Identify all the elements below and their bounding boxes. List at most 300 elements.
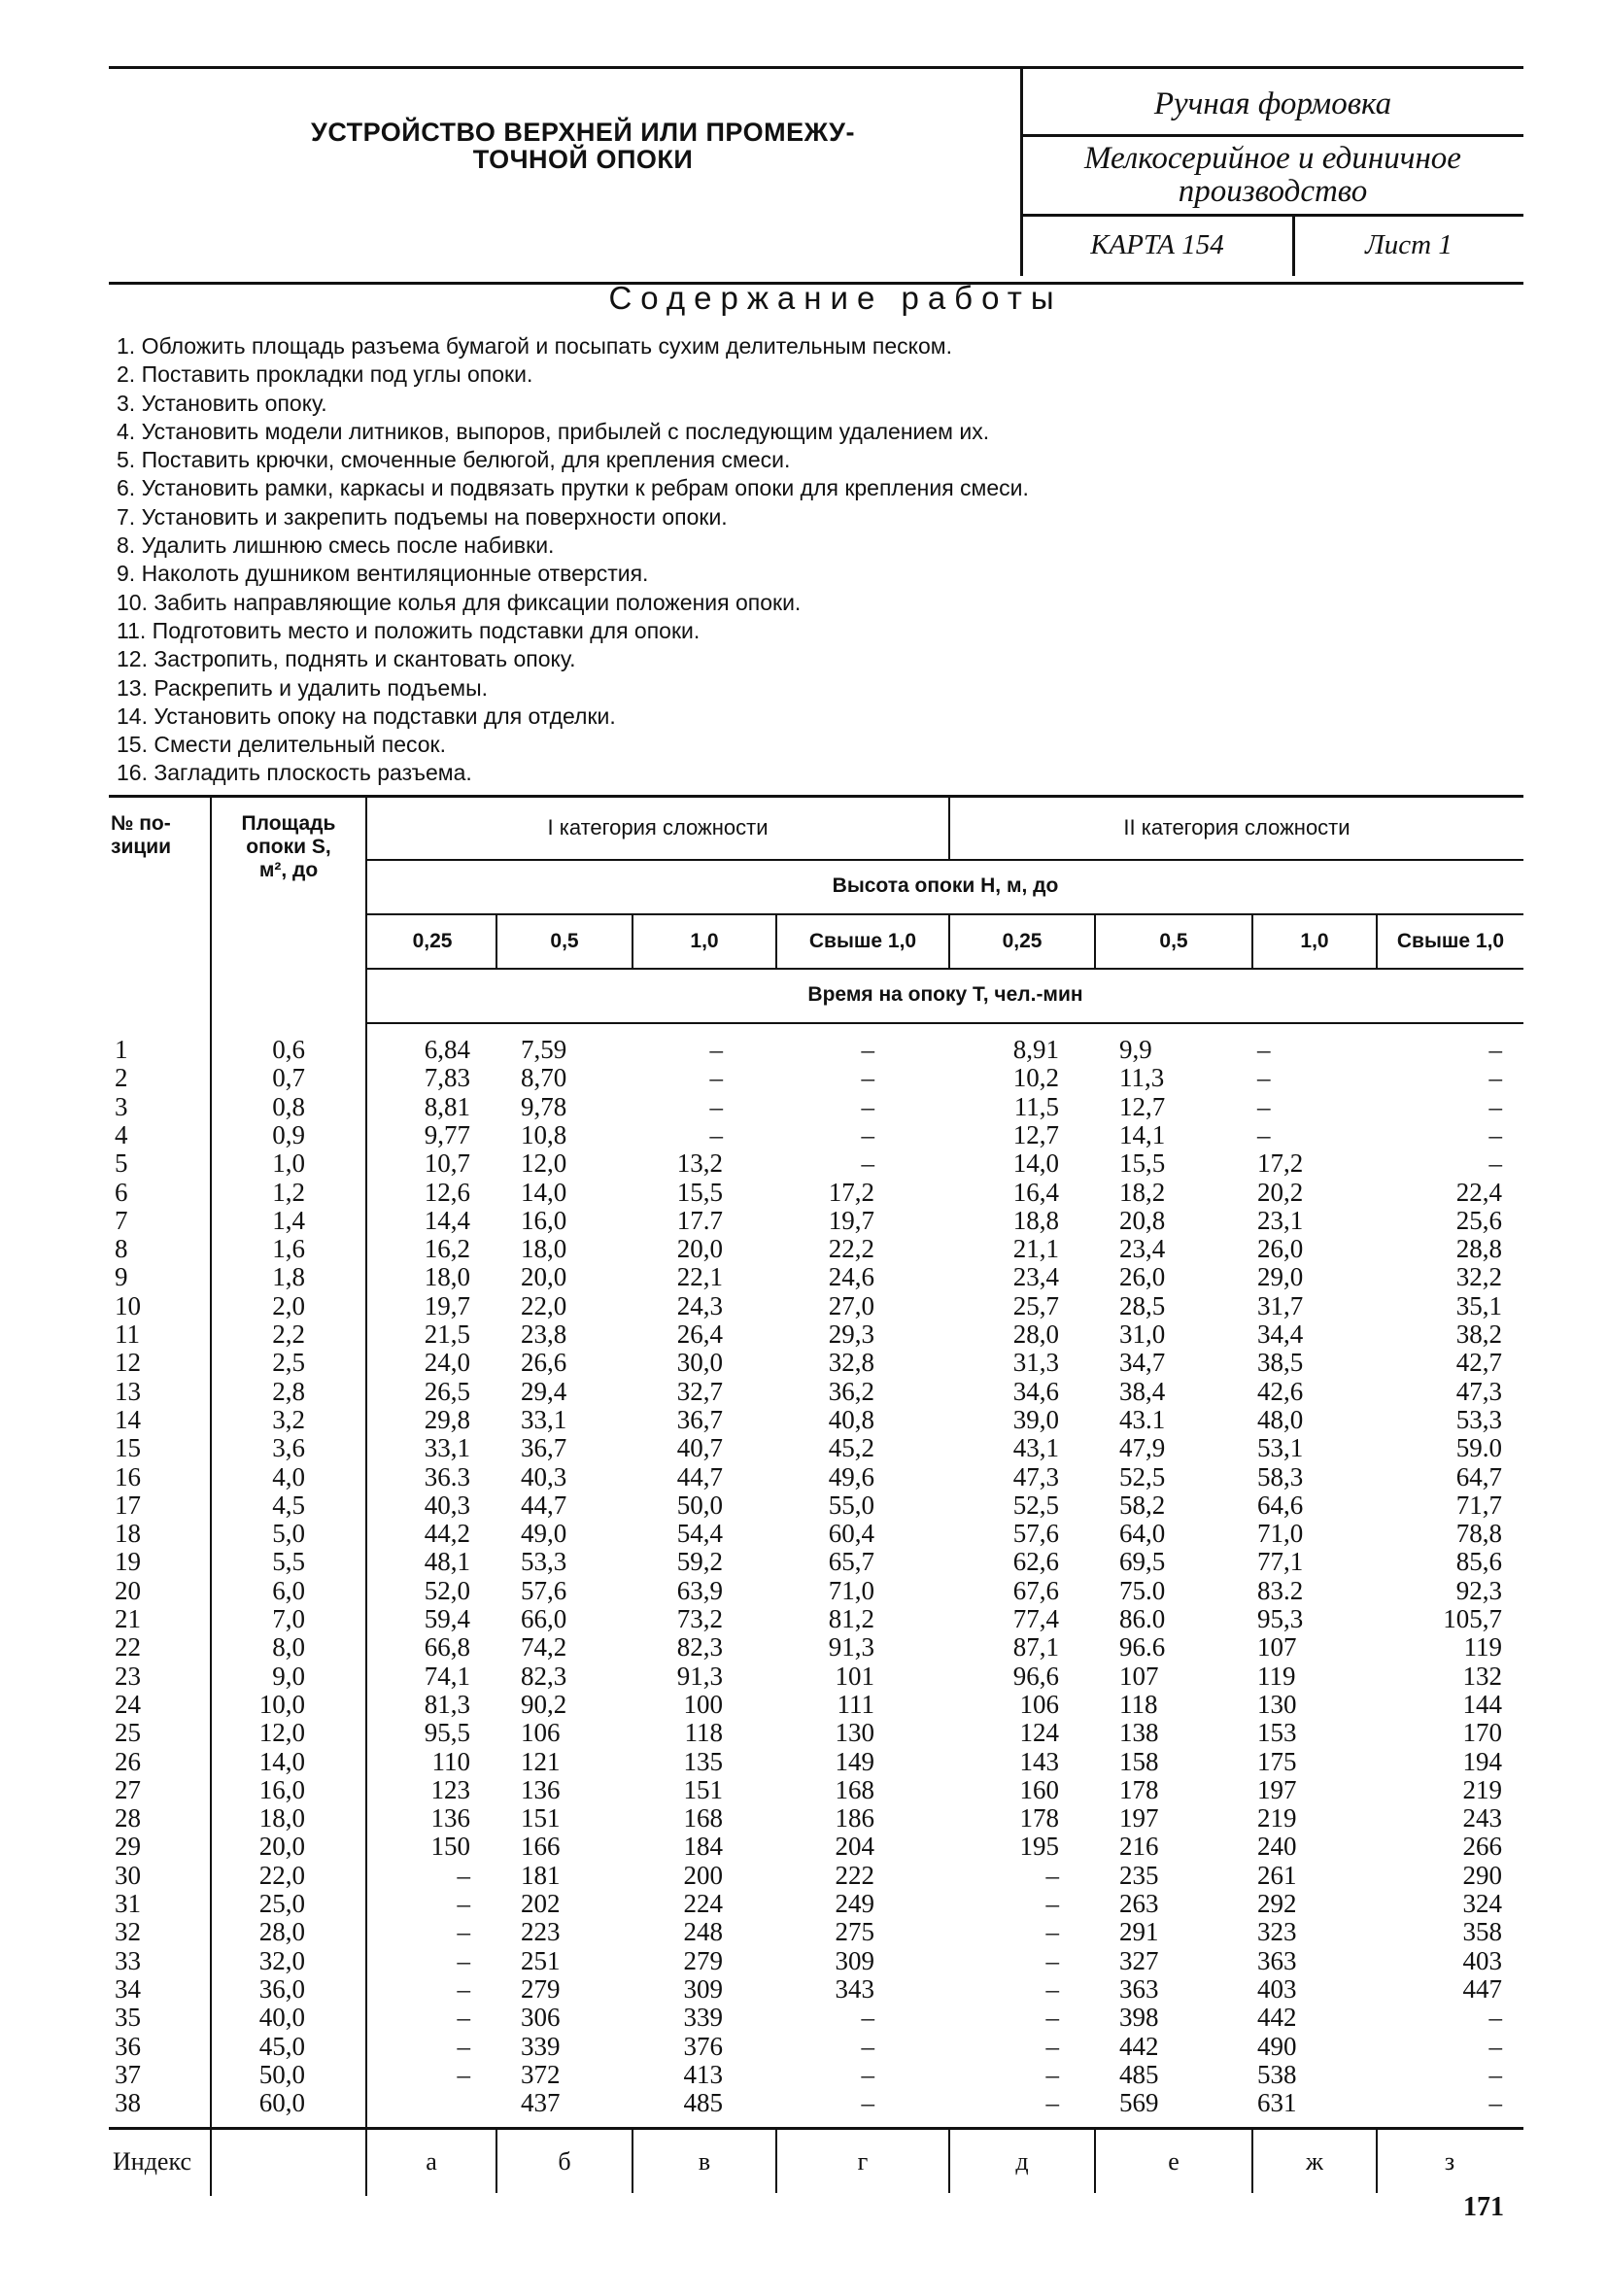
cell-d: – — [1045, 1945, 1059, 1975]
work-step: 1. Обложить площадь разъема бумагой и посыпать сухим делительным песком. — [117, 333, 952, 359]
row-position: 14 — [115, 1404, 141, 1434]
cell-zh: 58,3 — [1257, 1461, 1304, 1491]
header-cell-rule — [1022, 134, 1523, 137]
cell-a: 21,5 — [424, 1319, 470, 1349]
table-body-bottom-rule — [109, 2127, 1523, 2130]
row-area: 36,0 — [258, 1973, 305, 2004]
cell-e: 118 — [1119, 1689, 1158, 1719]
cell-z: 144 — [1462, 1689, 1502, 1719]
table-header-rule — [367, 1022, 1523, 1024]
cell-e: 47,9 — [1119, 1433, 1166, 1463]
cell-g: – — [861, 2059, 874, 2089]
row-area: 9,0 — [272, 1661, 305, 1691]
work-step: 2. Поставить прокладки под углы опоки. — [117, 361, 533, 388]
cell-v: 339 — [683, 2003, 723, 2033]
cell-e: 327 — [1119, 1945, 1159, 1975]
row-position: 25 — [115, 1718, 141, 1748]
cell-zh: 42,6 — [1257, 1376, 1304, 1406]
time-header: Время на опоку Т, чел.-мин — [807, 983, 1083, 1006]
cell-z: 42,7 — [1455, 1348, 1502, 1378]
cell-g: 186 — [835, 1803, 874, 1833]
cell-a: – — [457, 1889, 470, 1918]
row-area: 28,0 — [258, 1917, 305, 1947]
row-position: 35 — [115, 2003, 141, 2033]
cell-a: 16,2 — [424, 1234, 470, 1264]
cell-z: – — [1488, 2059, 1502, 2089]
category-1-header: I категория сложности — [547, 815, 769, 840]
cell-z: 194 — [1462, 1746, 1502, 1776]
row-area: 20,0 — [258, 1832, 305, 1862]
height-header-8: Свыше 1,0 — [1396, 930, 1505, 952]
work-step: 10. Забить направляющие колья для фиксации положения опоки. — [117, 589, 802, 615]
cell-e: 31,0 — [1119, 1319, 1166, 1349]
index-letter-d: д — [1015, 2147, 1029, 2176]
cell-b: 14,0 — [521, 1177, 567, 1207]
cell-g: 275 — [835, 1917, 874, 1947]
row-position: 1 — [115, 1035, 128, 1064]
row-area: 10,0 — [258, 1689, 305, 1719]
cell-zh: 442 — [1257, 2003, 1297, 2033]
cell-g: 111 — [837, 1689, 874, 1719]
cell-v: – — [709, 1063, 723, 1093]
row-position: 16 — [115, 1461, 141, 1491]
cell-g: 343 — [835, 1973, 874, 2004]
header-divider — [1292, 214, 1295, 276]
document-title — [146, 119, 1020, 173]
cell-v: 24,3 — [676, 1290, 723, 1320]
cell-a: 52,0 — [424, 1575, 470, 1605]
work-step: 7. Установить и закрепить подъемы на поверхности опоки. — [117, 503, 728, 530]
cell-e: 14,1 — [1119, 1119, 1166, 1149]
cell-d: 39,0 — [1012, 1404, 1059, 1434]
cell-g: 101 — [835, 1661, 874, 1691]
cell-e: 291 — [1119, 1917, 1159, 1947]
row-area: 0,9 — [272, 1119, 305, 1149]
cell-e: 26,0 — [1119, 1262, 1166, 1292]
cell-zh: 363 — [1257, 1945, 1297, 1975]
cell-z: – — [1488, 1119, 1502, 1149]
row-position: 22 — [115, 1632, 141, 1662]
cell-v: 118 — [684, 1718, 723, 1748]
row-position: 17 — [115, 1490, 141, 1520]
cell-v: 13,2 — [676, 1148, 723, 1179]
cell-zh: – — [1257, 1119, 1271, 1149]
cell-d: – — [1045, 1973, 1059, 2004]
work-steps-list — [117, 332, 1516, 788]
cell-v: 32,7 — [676, 1376, 723, 1406]
sheet-number: Лист 1 — [1365, 229, 1453, 260]
row-area: 1,6 — [272, 1234, 305, 1264]
cell-v: 184 — [683, 1832, 723, 1862]
cell-e: 107 — [1119, 1661, 1159, 1691]
cell-a: 24,0 — [424, 1348, 470, 1378]
cell-e: 58,2 — [1119, 1490, 1166, 1520]
work-step: 14. Установить опоку на подставки для отделки. — [117, 703, 616, 729]
method-label: Ручная формовка — [1153, 86, 1392, 121]
cell-e: 52,5 — [1119, 1461, 1166, 1491]
cell-z: 32,2 — [1455, 1262, 1502, 1292]
row-position: 29 — [115, 1832, 141, 1862]
height-header: Высота опоки Н, м, до — [832, 874, 1059, 897]
cell-a: 59,4 — [424, 1604, 470, 1633]
cell-v: 151 — [683, 1774, 723, 1804]
cell-g: 168 — [835, 1774, 874, 1804]
cell-zh: 26,0 — [1257, 1234, 1304, 1264]
cell-v: 54,4 — [676, 1519, 723, 1549]
cell-z: – — [1488, 1091, 1502, 1121]
cell-g: – — [861, 1148, 874, 1179]
row-area: 60,0 — [258, 2088, 305, 2118]
index-letter-g: г — [857, 2147, 869, 2176]
cell-b: 437 — [521, 2088, 561, 2118]
cell-e: 34,7 — [1119, 1348, 1166, 1378]
height-header-3: 1,0 — [690, 930, 719, 952]
row-area: 6,0 — [272, 1575, 305, 1605]
row-position: 3 — [115, 1091, 128, 1121]
row-area: 2,8 — [272, 1376, 305, 1406]
production-label — [1024, 142, 1522, 208]
cell-zh: 34,4 — [1257, 1319, 1304, 1349]
cell-v: 82,3 — [676, 1632, 723, 1662]
table-header-rule — [367, 859, 1523, 861]
row-area: 1,0 — [272, 1148, 305, 1179]
cell-g: 249 — [835, 1889, 874, 1918]
cell-e: 86.0 — [1119, 1604, 1166, 1633]
cell-v: 91,3 — [676, 1661, 723, 1691]
cell-a: 26,5 — [424, 1376, 470, 1406]
cell-d: 25,7 — [1012, 1290, 1059, 1320]
cell-a: 48,1 — [424, 1547, 470, 1577]
cell-d: 195 — [1019, 1832, 1059, 1862]
cell-a: – — [457, 1860, 470, 1890]
row-area: 12,0 — [258, 1718, 305, 1748]
table-header-rule — [367, 968, 1523, 970]
cell-d: 57,6 — [1012, 1519, 1059, 1549]
col-header-area — [214, 812, 363, 882]
cell-b: 181 — [521, 1860, 561, 1890]
col-header-area-line-3: м², до — [258, 859, 319, 881]
cell-v: – — [709, 1035, 723, 1064]
cell-b: 29,4 — [521, 1376, 567, 1406]
cell-e: 43.1 — [1119, 1404, 1166, 1434]
cell-v: 376 — [683, 2031, 723, 2061]
row-position: 37 — [115, 2059, 141, 2089]
cell-a: – — [457, 1973, 470, 2004]
cell-z: – — [1488, 2088, 1502, 2118]
cell-v: 30,0 — [676, 1348, 723, 1378]
row-area: 3,6 — [272, 1433, 305, 1463]
height-header-1: 0,25 — [412, 930, 453, 952]
cell-z: – — [1488, 2003, 1502, 2033]
cell-b: 223 — [521, 1917, 561, 1947]
cell-b: 90,2 — [521, 1689, 567, 1719]
cell-z: 266 — [1462, 1832, 1502, 1862]
cell-a: – — [457, 2031, 470, 2061]
cell-g: 17,2 — [828, 1177, 874, 1207]
cell-zh: 240 — [1257, 1832, 1297, 1862]
index-letter-v: в — [698, 2147, 711, 2176]
cell-zh: 77,1 — [1257, 1547, 1304, 1577]
row-area: 0,8 — [272, 1091, 305, 1121]
cell-a: 9,77 — [424, 1119, 470, 1149]
row-area: 50,0 — [258, 2059, 305, 2089]
height-header-4: Свыше 1,0 — [808, 930, 917, 952]
cell-g: – — [861, 1035, 874, 1064]
cell-a: 36.3 — [424, 1461, 470, 1491]
cell-g: 222 — [835, 1860, 874, 1890]
col-header-position-line-1: № по- — [111, 812, 171, 835]
cell-b: 106 — [521, 1718, 561, 1748]
cell-z: 358 — [1462, 1917, 1502, 1947]
cell-b: 20,0 — [521, 1262, 567, 1292]
cell-e: 398 — [1119, 2003, 1159, 2033]
cell-v: 248 — [683, 1917, 723, 1947]
cell-e: 197 — [1119, 1803, 1159, 1833]
cell-b: 10,8 — [521, 1119, 567, 1149]
row-area: 8,0 — [272, 1632, 305, 1662]
cell-g: 91,3 — [828, 1632, 874, 1662]
cell-e: 64,0 — [1119, 1519, 1166, 1549]
row-position: 4 — [115, 1119, 128, 1149]
cell-zh: 261 — [1257, 1860, 1297, 1890]
cell-g: 24,6 — [828, 1262, 874, 1292]
cell-e: 12,7 — [1119, 1091, 1166, 1121]
cell-b: 9,78 — [521, 1091, 567, 1121]
cell-v: 50,0 — [676, 1490, 723, 1520]
row-position: 10 — [115, 1290, 141, 1320]
cell-g: – — [861, 1091, 874, 1121]
card-number: КАРТА 154 — [1090, 229, 1224, 260]
page-number: 171 — [1463, 2192, 1504, 2222]
header-cell-rule — [1022, 214, 1523, 217]
cell-g: 71,0 — [828, 1575, 874, 1605]
cell-zh: 20,2 — [1257, 1177, 1304, 1207]
cell-v: – — [709, 1091, 723, 1121]
cell-a: 18,0 — [424, 1262, 470, 1292]
row-position: 19 — [115, 1547, 141, 1577]
cell-v: 168 — [683, 1803, 723, 1833]
cell-g: 36,2 — [828, 1376, 874, 1406]
cell-g: – — [861, 2003, 874, 2033]
row-area: 22,0 — [258, 1860, 305, 1890]
row-area: 14,0 — [258, 1746, 305, 1776]
cell-b: 16,0 — [521, 1205, 567, 1235]
row-position: 11 — [115, 1319, 140, 1349]
cell-g: – — [861, 1063, 874, 1093]
row-position: 20 — [115, 1575, 141, 1605]
row-position: 6 — [115, 1177, 128, 1207]
cell-v: 63,9 — [676, 1575, 723, 1605]
cell-zh: – — [1257, 1035, 1271, 1064]
cell-zh: 323 — [1257, 1917, 1297, 1947]
cell-b: 66,0 — [521, 1604, 567, 1633]
cell-d: 143 — [1019, 1746, 1059, 1776]
cell-v: 20,0 — [676, 1234, 723, 1264]
cell-z: – — [1488, 2031, 1502, 2061]
cell-d: 160 — [1019, 1774, 1059, 1804]
col-header-area-line-2: опоки S, — [246, 836, 331, 858]
cell-d: 67,6 — [1012, 1575, 1059, 1605]
cell-z: 92,3 — [1455, 1575, 1502, 1605]
cell-e: 485 — [1119, 2059, 1159, 2089]
cell-v: 485 — [683, 2088, 723, 2118]
cell-v: 200 — [683, 1860, 723, 1890]
cell-z: 132 — [1462, 1661, 1502, 1691]
row-position: 31 — [115, 1889, 141, 1918]
header-top-rule — [109, 66, 1523, 69]
cell-a: 66,8 — [424, 1632, 470, 1662]
cell-e: 178 — [1119, 1774, 1159, 1804]
cell-b: 279 — [521, 1973, 561, 2004]
cell-v: 100 — [683, 1689, 723, 1719]
cell-a: 33,1 — [424, 1433, 470, 1463]
work-step: 4. Установить модели литников, выпоров, прибылей с последующим удалением их. — [117, 418, 990, 444]
cell-zh: 403 — [1257, 1973, 1297, 2004]
cell-d: 87,1 — [1012, 1632, 1059, 1662]
work-step: 3. Установить опоку. — [117, 390, 327, 416]
cell-g: 40,8 — [828, 1404, 874, 1434]
cell-zh: 197 — [1257, 1774, 1297, 1804]
cell-e: 20,8 — [1119, 1205, 1166, 1235]
work-step: 9. Наколоть душником вентиляционные отверстия. — [117, 561, 649, 587]
row-position: 21 — [115, 1604, 141, 1633]
cell-v: 59,2 — [676, 1547, 723, 1577]
cell-zh: 38,5 — [1257, 1348, 1304, 1378]
cell-z: 243 — [1462, 1803, 1502, 1833]
cell-d: 178 — [1019, 1803, 1059, 1833]
row-position: 7 — [115, 1205, 128, 1235]
cell-z: 447 — [1462, 1973, 1502, 2004]
cell-zh: 48,0 — [1257, 1404, 1304, 1434]
height-header-7: 1,0 — [1300, 930, 1329, 952]
row-area: 32,0 — [258, 1945, 305, 1975]
cell-z: 403 — [1462, 1945, 1502, 1975]
cell-z: 47,3 — [1455, 1376, 1502, 1406]
cell-g: 55,0 — [828, 1490, 874, 1520]
row-position: 13 — [115, 1376, 141, 1406]
category-2-header: II категория сложности — [1123, 815, 1351, 840]
cell-zh: 17,2 — [1257, 1148, 1304, 1179]
height-header-6: 0,5 — [1159, 930, 1188, 952]
work-step: 15. Смести делительный песок. — [117, 732, 446, 758]
cell-z: 219 — [1462, 1774, 1502, 1804]
cell-b: 8,70 — [521, 1063, 567, 1093]
cell-a: 6,84 — [424, 1035, 470, 1064]
table-top-rule — [109, 795, 1523, 798]
row-position: 26 — [115, 1746, 141, 1776]
cell-b: 40,3 — [521, 1461, 567, 1491]
table-col-divider — [948, 797, 950, 859]
cell-z: 105,7 — [1443, 1604, 1502, 1633]
cell-zh: 292 — [1257, 1889, 1297, 1918]
cell-z: 22,4 — [1455, 1177, 1502, 1207]
cell-g: 29,3 — [828, 1319, 874, 1349]
cell-v: 135 — [683, 1746, 723, 1776]
cell-e: 18,2 — [1119, 1177, 1166, 1207]
cell-g: 204 — [835, 1832, 874, 1862]
cell-z: 25,6 — [1455, 1205, 1502, 1235]
cell-e: 28,5 — [1119, 1290, 1166, 1320]
cell-e: 75.0 — [1119, 1575, 1166, 1605]
cell-b: 57,6 — [521, 1575, 567, 1605]
cell-a: 81,3 — [424, 1689, 470, 1719]
cell-a: – — [457, 2059, 470, 2089]
cell-b: 121 — [521, 1746, 561, 1776]
cell-b: 339 — [521, 2031, 561, 2061]
cell-z: – — [1488, 1148, 1502, 1179]
cell-d: – — [1045, 1860, 1059, 1890]
cell-d: 77,4 — [1012, 1604, 1059, 1633]
cell-g: – — [861, 1119, 874, 1149]
row-area: 40,0 — [258, 2003, 305, 2033]
cell-a: 10,7 — [424, 1148, 470, 1179]
cell-v: 22,1 — [676, 1262, 723, 1292]
row-position: 18 — [115, 1519, 141, 1549]
row-position: 12 — [115, 1348, 141, 1378]
cell-d: – — [1045, 2003, 1059, 2033]
cell-d: – — [1045, 2059, 1059, 2089]
row-position: 5 — [115, 1148, 128, 1179]
row-area: 3,2 — [272, 1404, 305, 1434]
cell-g: 49,6 — [828, 1461, 874, 1491]
cell-b: 53,3 — [521, 1547, 567, 1577]
cell-zh: 631 — [1257, 2088, 1297, 2118]
cell-g: 81,2 — [828, 1604, 874, 1633]
cell-zh: 119 — [1257, 1661, 1296, 1691]
cell-d: – — [1045, 1889, 1059, 1918]
cell-d: – — [1045, 2031, 1059, 2061]
cell-b: 166 — [521, 1832, 561, 1862]
cell-a: 110 — [431, 1746, 470, 1776]
cell-a: 7,83 — [424, 1063, 470, 1093]
cell-b: 18,0 — [521, 1234, 567, 1264]
cell-g: 32,8 — [828, 1348, 874, 1378]
row-area: 0,6 — [272, 1035, 305, 1064]
cell-a: 19,7 — [424, 1290, 470, 1320]
cell-e: 138 — [1119, 1718, 1159, 1748]
index-letter-e: е — [1168, 2147, 1180, 2176]
production-line-2: производство — [1178, 174, 1368, 209]
cell-z: 35,1 — [1455, 1290, 1502, 1320]
cell-a: 14,4 — [424, 1205, 470, 1235]
cell-b: 49,0 — [521, 1519, 567, 1549]
cell-e: 442 — [1119, 2031, 1159, 2061]
cell-zh: 219 — [1257, 1803, 1297, 1833]
row-position: 36 — [115, 2031, 141, 2061]
cell-z: 170 — [1462, 1718, 1502, 1748]
cell-a: 8,81 — [424, 1091, 470, 1121]
work-step: 6. Установить рамки, каркасы и подвязать прутки к ребрам опоки для крепления смеси. — [117, 475, 1029, 501]
cell-d: 23,4 — [1012, 1262, 1059, 1292]
cell-b: 26,6 — [521, 1348, 567, 1378]
cell-d: 16,4 — [1012, 1177, 1059, 1207]
cell-v: 40,7 — [676, 1433, 723, 1463]
cell-zh: 23,1 — [1257, 1205, 1304, 1235]
cell-z: 85,6 — [1455, 1547, 1502, 1577]
cell-zh: 71,0 — [1257, 1519, 1304, 1549]
work-step: 8. Удалить лишнюю смесь после набивки. — [117, 532, 555, 559]
row-area: 1,8 — [272, 1262, 305, 1292]
cell-d: 21,1 — [1012, 1234, 1059, 1264]
height-header-5: 0,25 — [1002, 930, 1043, 952]
index-label: Индекс — [113, 2147, 191, 2176]
cell-d: 62,6 — [1012, 1547, 1059, 1577]
cell-zh: 31,7 — [1257, 1290, 1304, 1320]
table-col-divider — [365, 797, 367, 2196]
cell-v: 26,4 — [676, 1319, 723, 1349]
cell-b: 151 — [521, 1803, 561, 1833]
cell-d: 12,7 — [1012, 1119, 1059, 1149]
